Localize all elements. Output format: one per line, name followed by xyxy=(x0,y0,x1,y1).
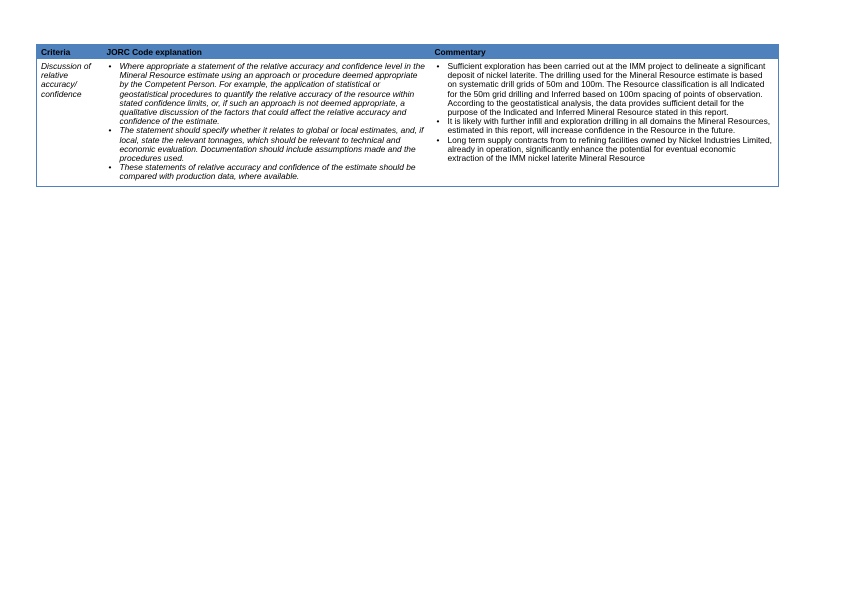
jorc-item-text: These statements of relative accuracy and confidence of the estimate should be compared with production data, where available. xyxy=(119,162,416,182)
jorc-item-text: Where appropriate a statement of the relative accuracy and confidence level in the Mineral Resource estimate using an approach or procedure deemed appropriate by the Competent Person. For example, the application of statistical or geostatistical procedures to quantify the relative accuracy of the resource within stated confidence limits, or, if such an approach is not deemed appropriate, a qualitative discussion of the factors that could affect the relative accuracy and confidence of the estimate. xyxy=(119,61,425,127)
criteria-text: Discussion of relative accuracy/ confidence xyxy=(41,61,91,99)
header-criteria: Criteria xyxy=(37,45,103,60)
commentary-item-text: Sufficient exploration has been carried out at the IMM project to delineate a significant deposit of nickel laterite. The drilling used for the Mineral Resource estimate is based on systematic drill grids of 50m and 100m. The Resource classification is all Indicated for the 50m grid drilling and Inferred based on 100m spacing of points of observation. According to the geostatistical analysis, the data provides sufficient detail for the purpose of the Indicated and Inferred Mineral Resource stated in this report. xyxy=(447,61,766,118)
list-item xyxy=(435,62,775,117)
jorc-bullet-list xyxy=(107,62,427,182)
bullet-icon: • xyxy=(436,61,440,71)
jorc-item-text: The statement should specify whether it relates to global or local estimates, and, if local, state the relevant tonnages, which should be relevant to technical and economic evaluation. Documentation should include assumptions made and the procedures used. xyxy=(119,125,424,164)
bullet-icon: • xyxy=(436,134,440,145)
list-item xyxy=(435,117,775,135)
list-item xyxy=(107,163,427,181)
bullet-icon: • xyxy=(108,125,112,136)
header-commentary: Commentary xyxy=(431,45,779,60)
jorc-table xyxy=(36,44,779,187)
bullet-icon: • xyxy=(108,61,112,71)
header-jorc-explanation: JORC Code explanation xyxy=(103,45,431,60)
commentary-item-text: It is likely with further infill and exploration drilling in all domains the Mineral Resources, estimated in this report, will increase confidence in the Resource in the future. xyxy=(447,116,771,136)
list-item xyxy=(435,136,775,164)
table-header-row xyxy=(37,45,779,60)
commentary-bullet-list xyxy=(435,62,775,163)
bullet-icon: • xyxy=(108,162,112,173)
jorc-explanation-cell xyxy=(103,59,431,186)
criteria-cell xyxy=(37,59,103,186)
bullet-icon: • xyxy=(436,116,440,127)
list-item xyxy=(107,62,427,126)
commentary-cell xyxy=(431,59,779,186)
list-item xyxy=(107,126,427,163)
table-row xyxy=(37,59,779,186)
commentary-item-text: Long term supply contracts from to refining facilities owned by Nickel Industries Limited, already in operation, significantly enhance the potential for eventual economic extraction of the IMM nickel laterite Mineral Resource xyxy=(447,134,772,164)
